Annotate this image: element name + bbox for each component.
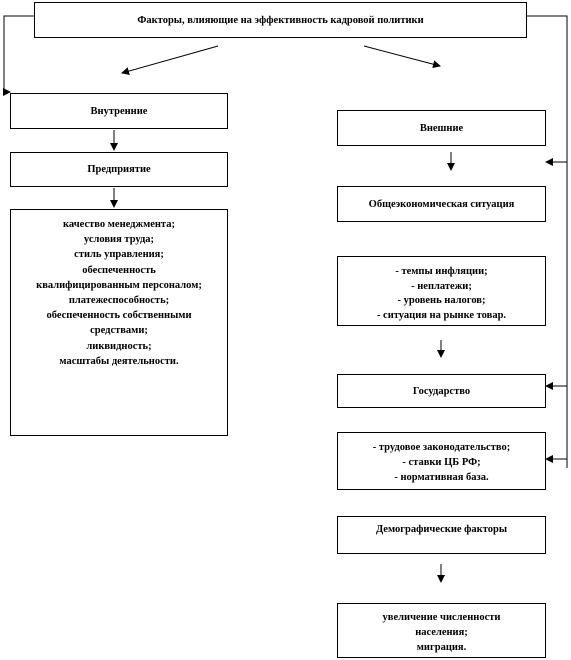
enterprise-factor: квалифицированным персоналом; [36, 279, 202, 291]
enterprise-factor: платежеспособность; [68, 295, 170, 307]
enterprise-label: Предприятие [87, 164, 151, 175]
demographic-box [337, 516, 546, 554]
bracket-left [4, 16, 34, 92]
economic-factor: - ситуация на рынке товар. [376, 309, 507, 321]
enterprise-factor: качество менеджмента; [63, 219, 175, 230]
arrow-title-to-external [364, 46, 440, 66]
arrow-title-to-internal [122, 46, 218, 73]
enterprise-box [10, 152, 228, 187]
state-factor: - ставки ЦБ РФ; [402, 457, 481, 468]
title-text: Факторы, влияющие на эффективность кадровой политики [137, 14, 424, 26]
economic-box [337, 186, 546, 222]
enterprise-factors-box [10, 209, 228, 436]
economic-factors-box [337, 256, 546, 326]
economic-label: Общеэкономическая ситуация [368, 198, 515, 210]
state-label: Государство [412, 385, 471, 397]
enterprise-factor: ликвидность; [86, 340, 152, 352]
demographic-label: Демографические факторы [375, 524, 508, 535]
enterprise-factor: стиль управления; [74, 249, 164, 261]
state-factor: - трудовое законодательство; [372, 442, 511, 453]
title-box [34, 2, 527, 38]
enterprise-factor: обеспеченность собственными [46, 310, 192, 322]
external-label: Внешние [419, 122, 464, 134]
enterprise-factor: условия труда; [83, 234, 155, 246]
demographic-factor: увеличение численности [382, 612, 501, 623]
enterprise-factor: масштабы деятельности. [59, 355, 179, 367]
economic-factor: - уровень налогов; [397, 295, 486, 306]
enterprise-factor: обеспеченность [82, 264, 156, 276]
enterprise-factor: средствами; [90, 325, 148, 337]
economic-factor: - неплатежи; [411, 280, 472, 292]
state-box [337, 374, 546, 408]
state-factors-box [337, 432, 546, 490]
demographic-factors-box [337, 603, 546, 658]
demographic-factor: миграция. [416, 642, 467, 653]
demographic-factor: населения; [415, 627, 468, 638]
internal-box [10, 93, 228, 129]
external-box [337, 110, 546, 146]
internal-label: Внутренние [90, 105, 148, 117]
state-factor: - нормативная база. [394, 472, 489, 483]
economic-factor: - темпы инфляции; [395, 266, 488, 277]
